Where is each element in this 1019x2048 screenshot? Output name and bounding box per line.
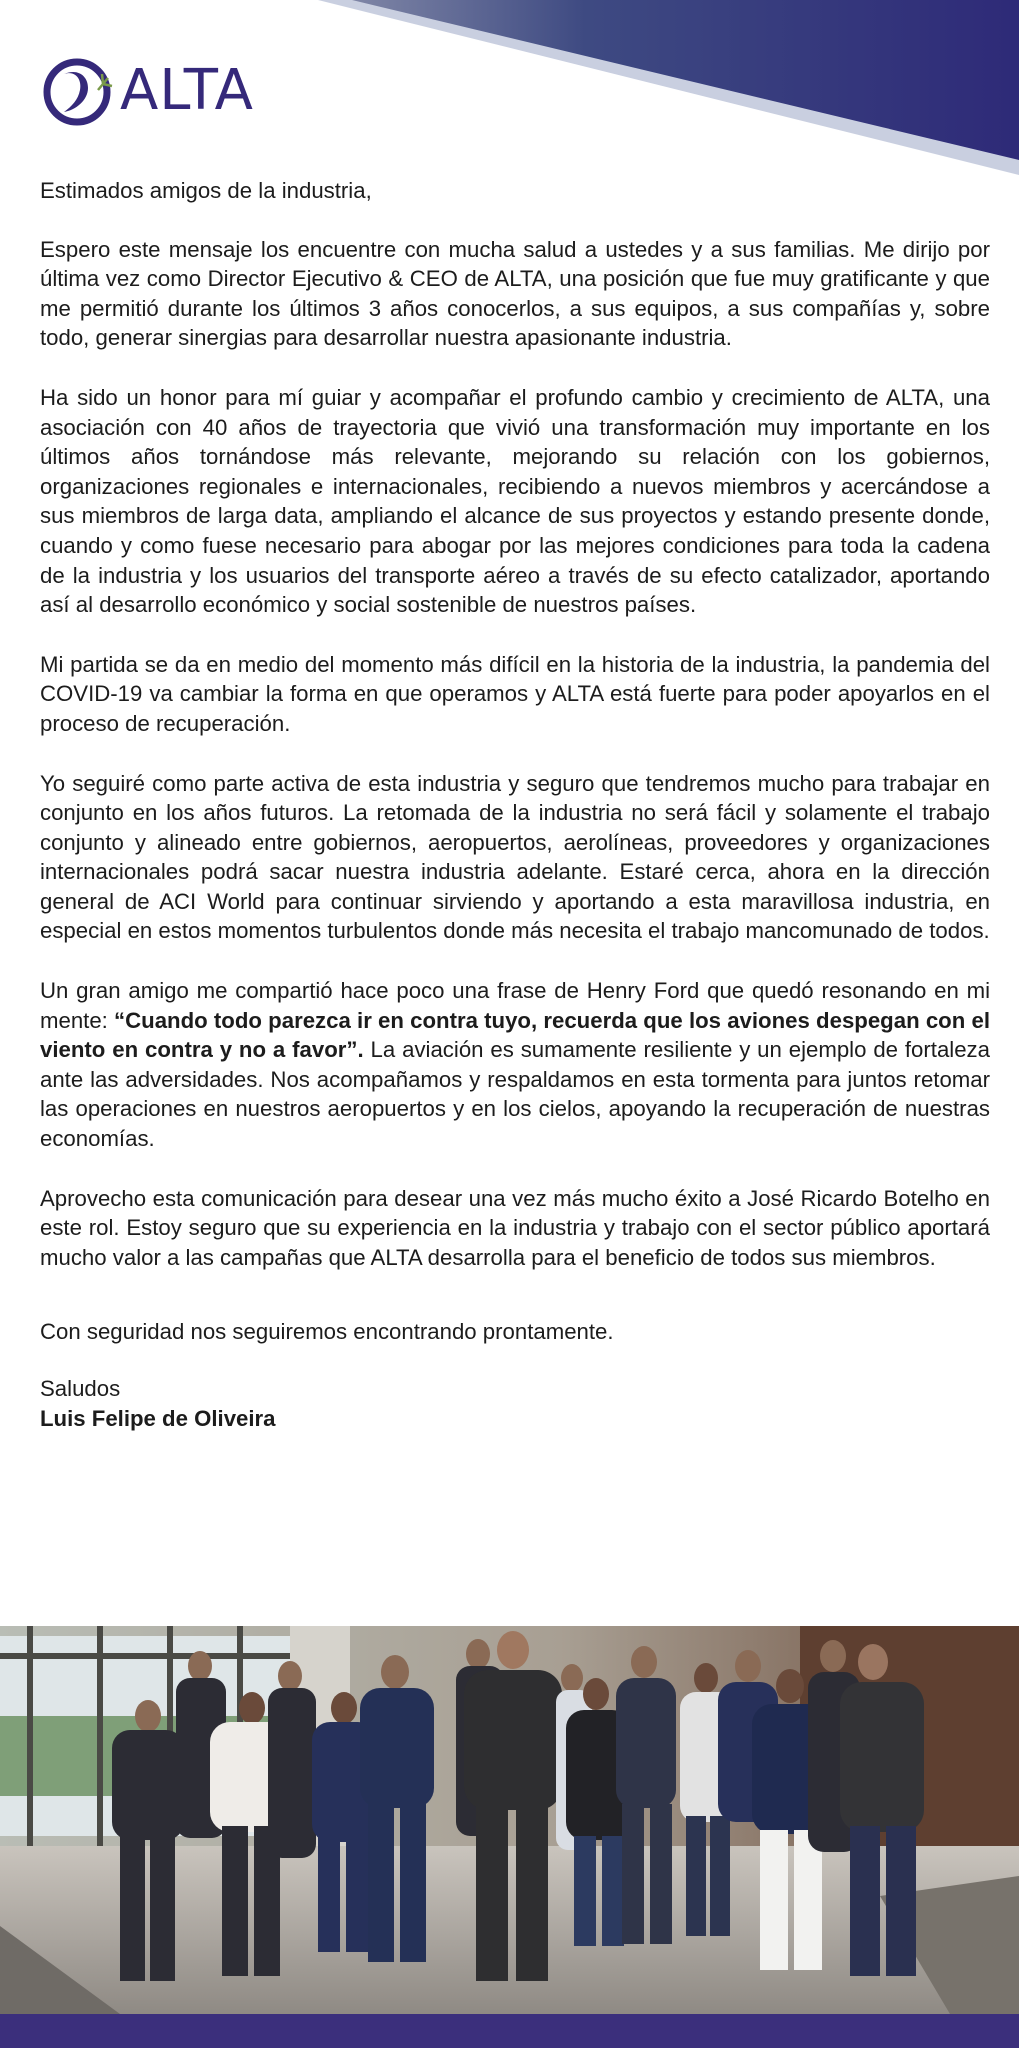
greeting: Estimados amigos de la industria, (40, 178, 372, 203)
closing-line: Con seguridad nos seguiremos encontrando prontamente. (40, 1319, 614, 1345)
letter-body (40, 176, 990, 1433)
signer-name: Luis Felipe de Oliveira (40, 1405, 276, 1431)
salutation: Saludos (40, 1376, 121, 1401)
paragraph-future: Yo seguiré como parte activa de esta industria y seguro que tendremos mucho para trabajar en conjunto en los años futuros. La retomada de la industria no será fácil y solamente el trabajo conjunto y alineado entre gobiernos, aeropuertos, aerolíneas, proveedores y organizaciones internacionales podrá sacar nuestra industria adelante. Estaré cerca, ahora en la dirección general de ACI World para continuar sirviendo y aportando a esta maravillosa industria, en especial en estos momentos turbulentos donde más necesita el trabajo mancomunado de todos. (40, 770, 990, 944)
logo-wordmark: ALTA (120, 58, 254, 123)
paragraph-successor: Aprovecho esta comunicación para desear una vez más mucho éxito a José Ricardo Botelho en este rol. Estoy seguro que su experiencia en la industria y trabajo con el sector público aportará mucho valor a las campañas que ALTA desarrolla para el beneficio de todos sus miembros. (40, 1185, 990, 1270)
footer-bar (0, 2014, 1019, 2048)
paragraph-intro: Espero este mensaje los encuentre con mucha salud a ustedes y a sus familias. Me dirijo por última vez como Director Ejecutivo & CEO de ALTA, una posición que fue muy gratificante y que me permitió durante los últimos 3 años conocerlos, a sus equipos, a sus compañías y, sobre todo, generar sinergias para desarrollar nuestra apasionante industria. (40, 236, 990, 351)
alta-logo-icon (42, 54, 116, 128)
henry-ford-quote: “Cuando todo parezca ir en contra tuyo, recuerda que los aviones despegan con el viento en contra y no a favor”. (40, 1007, 990, 1063)
quote-intro: Un gran amigo me compartió hace poco una frase de Henry Ford que quedó resonando en mi mente: (40, 978, 990, 1033)
team-photo (0, 1626, 1019, 2014)
paragraph-pandemic: Mi partida se da en medio del momento más difícil en la historia de la industria, la pandemia del COVID-19 va cambiar la forma en que operamos y ALTA está fuerte para poder apoyarlos en el proceso de recuperación. (40, 651, 990, 736)
quote-follow-up: La aviación es sumamente resiliente y un ejemplo de fortaleza ante las adversidades. Nos acompañamos y respaldamos en esta tormenta para juntos retomar las operaciones en nuestros aeropuertos y en los cielos, apoyando la recuperación de nuestras economías. (40, 1037, 990, 1152)
paragraph-henry-ford (40, 976, 990, 1154)
paragraph-alta-transformation: Ha sido un honor para mí guiar y acompañar el profundo cambio y crecimiento de ALTA, una asociación con 40 años de trayectoria que vivió una transformación muy importante en los últimos años tornándose más relevante, mejorando su relación con los gobiernos, organizaciones regionales e internacionales, recibiendo a nuevos miembros y acercándose a sus miembros de larga data, ampliando el alcance de sus proyectos y estando presente donde, cuando y como fuese necesario para abogar por las mejores condiciones para toda la cadena de la industria y los usuarios del transporte aéreo a través de su efecto catalizador, aportando así al desarrollo económico y social sostenible de nuestros países. (40, 384, 990, 618)
alta-logo (42, 52, 254, 130)
